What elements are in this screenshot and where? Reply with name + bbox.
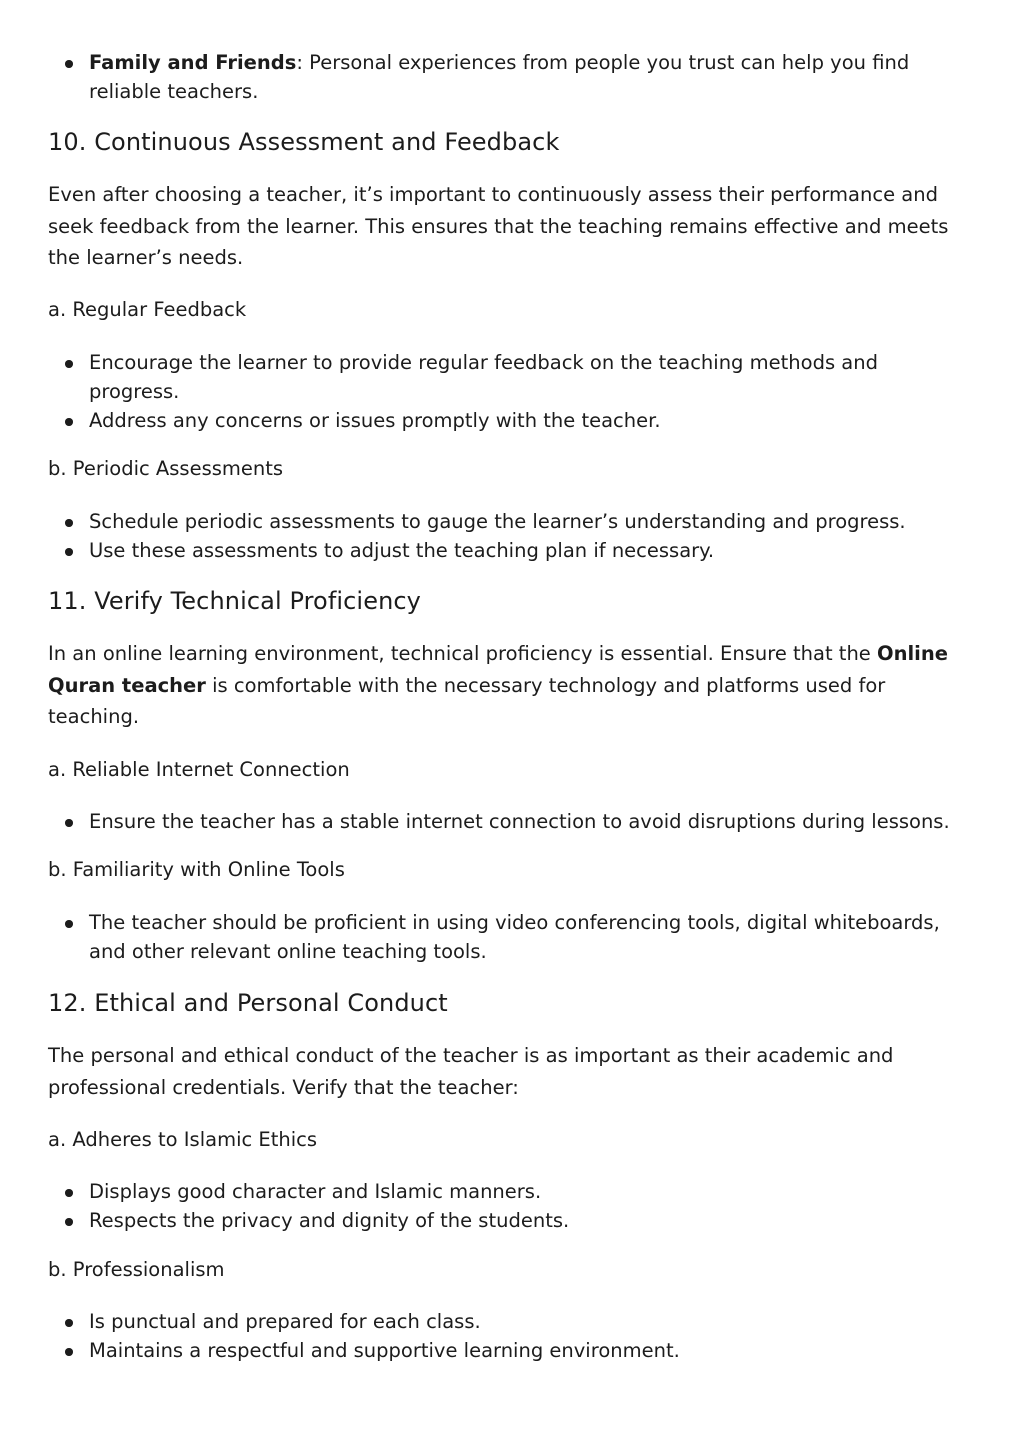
subheading-professionalism: b. Professionalism [48,1258,225,1281]
subheading-periodic-assessments: b. Periodic Assessments [48,457,284,480]
section-intro-12: The personal and ethical conduct of the teacher is as important as their academic and professional credentials. Verify that the teacher: [48,1044,894,1099]
list-item: The teacher should be proficient in using video conferencing tools, digital whiteboards, and other relevant online teaching tools. [48,908,968,966]
bullet-list [48,807,968,836]
intro-text: is comfortable with the necessary technology and platforms used for teaching. [48,673,886,728]
section-intro-10: Even after choosing a teacher, it’s important to continuously assess their performance and seek feedback from the learner. This ensures that the teaching remains effective and meets the learner’s needs. [48,183,949,269]
subheading-internet-connection: a. Reliable Internet Connection [48,758,350,781]
section-heading-11: 11. Verify Technical Proficiency [48,587,421,615]
bullet-bold-label: Family and Friends [89,51,297,74]
list-item: Use these assessments to adjust the teaching plan if necessary. [48,536,968,565]
bullet-list [48,908,968,966]
intro-text: In an online learning environment, technical proficiency is essential. Ensure that the [48,642,878,665]
intro-bold-text: Online Quran teacher [48,642,948,697]
bullet-list [48,1307,968,1365]
list-item [48,48,968,106]
bullet-text: : Personal experiences from people you trust can help you find reliable teachers. [89,51,910,103]
bullet-list [48,507,968,565]
list-item: Schedule periodic assessments to gauge the learner’s understanding and progress. [48,507,968,536]
section-heading-12: 12. Ethical and Personal Conduct [48,989,448,1017]
list-item: Address any concerns or issues promptly with the teacher. [48,406,968,435]
subheading-islamic-ethics: a. Adheres to Islamic Ethics [48,1128,318,1151]
subheading-regular-feedback: a. Regular Feedback [48,298,247,321]
section-heading-10: 10. Continuous Assessment and Feedback [48,128,560,156]
list-item: Respects the privacy and dignity of the students. [48,1206,968,1235]
list-item: Maintains a respectful and supportive learning environment. [48,1336,968,1365]
bullet-list [48,348,968,435]
list-item: Encourage the learner to provide regular feedback on the teaching methods and progress. [48,348,968,406]
bullet-list [48,48,968,106]
bullet-list [48,1177,968,1235]
subheading-online-tools: b. Familiarity with Online Tools [48,858,345,881]
list-item: Is punctual and prepared for each class. [48,1307,968,1336]
list-item: Displays good character and Islamic manners. [48,1177,968,1206]
section-intro-11 [48,638,968,733]
list-item: Ensure the teacher has a stable internet connection to avoid disruptions during lessons. [48,807,968,836]
